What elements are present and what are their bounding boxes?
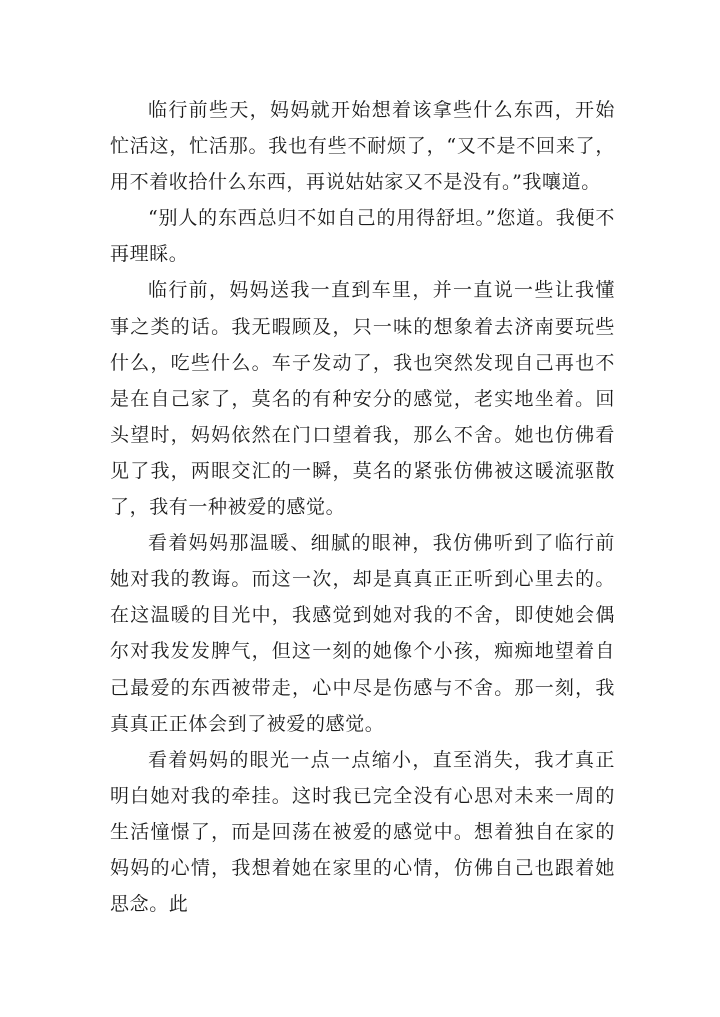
paragraph-5: 看着妈妈的眼光一点一点缩小，直至消失，我才真正明白她对我的牵挂。这时我已完全没有心思对未来一周的生活憧憬了，而是回荡在被爱的感觉中。想着独自在家的妈妈的心情，我想着她在家里的心情，仿佛自己也跟着她思念。此 [110, 748, 615, 916]
essay-body [110, 92, 615, 922]
paragraph-1: 临行前些天，妈妈就开始想着该拿些什么东西，开始忙活这，忙活那。我也有些不耐烦了，“又不是不回来了，用不着收拾什么东西，再说姑姑家又不是没有。”我嚷道。 [110, 99, 615, 194]
paragraph-4: 看着妈妈那温暖、细腻的眼神，我仿佛听到了临行前她对我的教诲。而这一次，却是真真正正听到心里去的。在这温暖的目光中，我感觉到她对我的不舍，即使她会偶尔对我发发脾气，但这一刻的她像个小孩，痴痴地望着自己最爱的东西被带走，心中尽是伤感与不舍。那一刻，我真真正正体会到了被爱的感觉。 [110, 532, 615, 735]
paragraph-2: “别人的东西总归不如自己的用得舒坦。”您道。我便不再理睬。 [110, 207, 615, 266]
paragraph-3: 临行前，妈妈送我一直到车里，并一直说一些让我懂事之类的话。我无暇顾及，只一味的想象着去济南要玩些什么，吃些什么。车子发动了，我也突然发现自己再也不是在自己家了，莫名的有种安分的感觉，老实地坐着。回头望时，妈妈依然在门口望着我，那么不舍。她也仿佛看见了我，两眼交汇的一瞬，莫名的紧张仿佛被这暖流驱散了，我有一种被爱的感觉。 [110, 279, 615, 519]
